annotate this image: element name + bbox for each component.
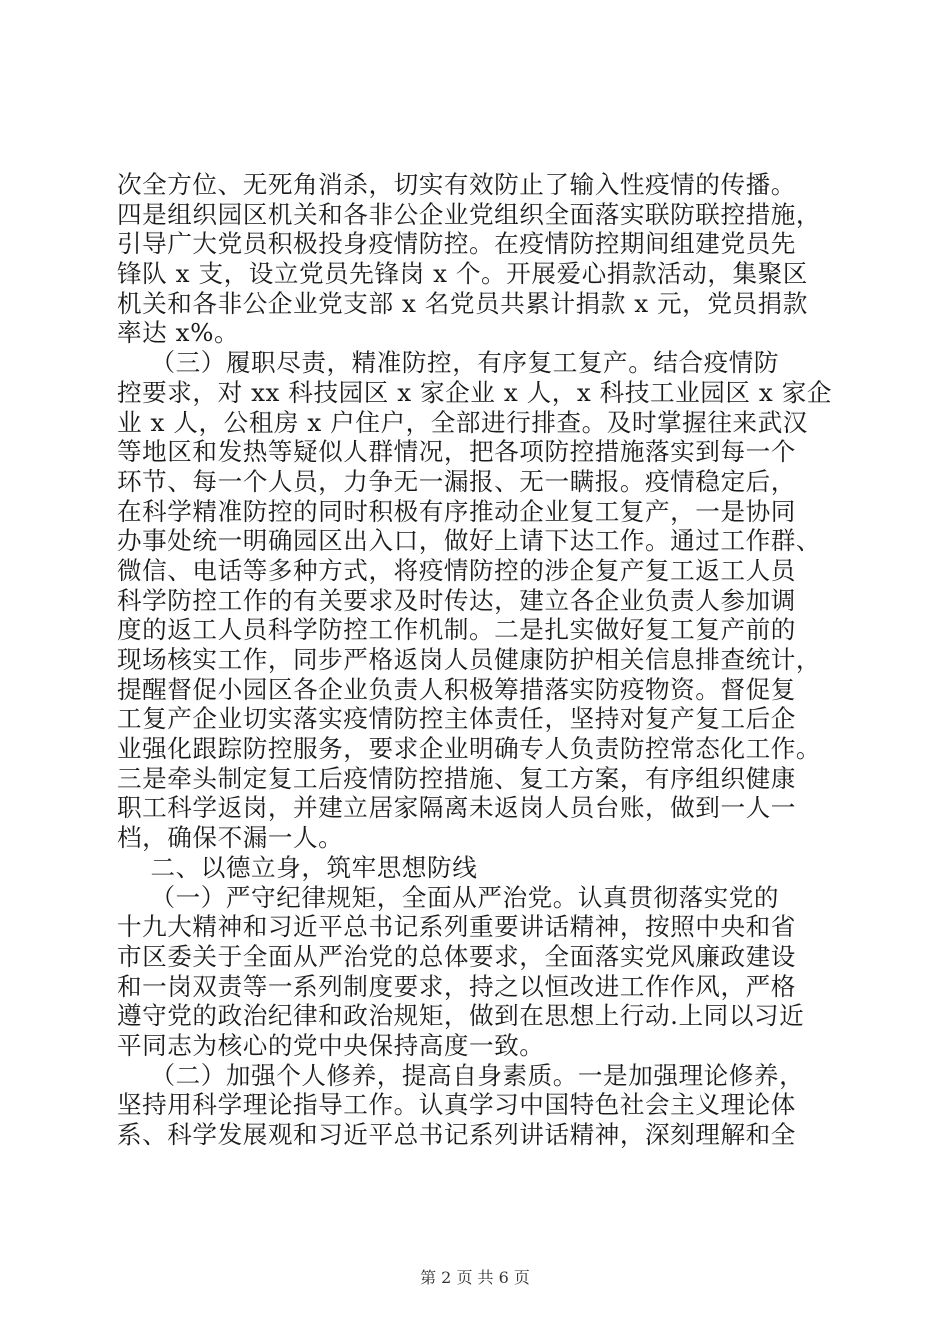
text-line: 环节、每一个人员，力争无一漏报、无一瞒报。疫情稳定后， [117, 466, 796, 496]
text-line: 十九大精神和习近平总书记系列重要讲话精神，按照中央和省 [117, 912, 796, 942]
text-line: 系、科学发展观和习近平总书记系列讲话精神，深刻理解和全 [117, 1120, 796, 1149]
text-line: 和一岗双责等一系列制度要求，持之以恒改进工作作风，严格 [117, 971, 796, 1001]
text-line: 档，确保不漏一人。 [117, 823, 344, 853]
text-line: 微信、电话等多种方式，将疫情防控的涉企复产复工返工人员 [117, 555, 796, 585]
text-line: 在科学精准防控的同时积极有序推动企业复工复产，一是协同 [117, 496, 796, 526]
text-line: 市区委关于全面从严治党的总体要求，全面落实党风廉政建设 [117, 941, 796, 971]
text-line: 工复产企业切实落实疫情防控主体责任，坚持对复产复工后企 [117, 704, 796, 734]
text-line: 提醒督促小园区各企业负责人积极筹措落实防疫物资。督促复 [117, 674, 796, 704]
text-line: 控要求，对 xx 科技园区 x 家企业 x 人，x 科技工业园区 x 家企 [117, 377, 832, 407]
text-line: 平同志为核心的党中央保持高度一致。 [117, 1030, 545, 1060]
text-line: 业强化跟踪防控服务，要求企业明确专人负责防控常态化工作。 [117, 734, 822, 764]
body-text [117, 170, 849, 1150]
text-line: （三）履职尽责，精准防控，有序复工复产。结合疫情防 [117, 348, 780, 378]
text-line: （二）加强个人修养，提高自身素质。一是加强理论修养， [117, 1060, 805, 1090]
text-line: 三是牵头制定复工后疫情防控措施、复工方案，有序组织健康 [117, 763, 796, 793]
page-footer: 第 2 页 共 6 页 [420, 1268, 530, 1287]
text-line: 四是组织园区机关和各非公企业党组织全面落实联防联控措施， [117, 199, 822, 229]
text-line: （一）严守纪律规矩，全面从严治党。认真贯彻落实党的 [117, 882, 780, 912]
text-line: 率达 x%。 [117, 318, 240, 348]
text-line: 引导广大党员积极投身疫情防控。在疫情防控期间组建党员先 [117, 229, 796, 259]
text-line: 二、以德立身，筑牢思想防线 [117, 852, 478, 882]
text-line: 坚持用科学理论指导工作。认真学习中国特色社会主义理论体 [117, 1090, 796, 1120]
text-line: 等地区和发热等疑似人群情况，把各项防控措施落实到每一个 [117, 437, 796, 467]
text-line: 锋队 x 支，设立党员先锋岗 x 个。开展爱心捐款活动，集聚区 [117, 259, 808, 289]
text-line: 科学防控工作的有关要求及时传达，建立各企业负责人参加调 [117, 585, 796, 615]
text-line: 现场核实工作，同步严格返岗人员健康防护相关信息排查统计， [117, 645, 822, 674]
text-line: 业 x 人，公租房 x 户住户，全部进行排查。及时掌握往来武汉 [117, 407, 808, 437]
text-line: 度的返工人员科学防控工作机制。二是扎实做好复工复产前的 [117, 615, 796, 645]
text-line: 办事处统一明确园区出入口，做好上请下达工作。通过工作群、 [117, 526, 822, 556]
text-line: 次全方位、无死角消杀，切实有效防止了输入性疫情的传播。 [117, 170, 796, 199]
text-line: 职工科学返岗，并建立居家隔离未返岗人员台账，做到一人一 [117, 793, 796, 823]
text-line: 遵守党的政治纪律和政治规矩，做到在思想上行动.上同以习近 [117, 1001, 805, 1031]
text-line: 机关和各非公企业党支部 x 名党员共累计捐款 x 元，党员捐款 [117, 288, 808, 318]
